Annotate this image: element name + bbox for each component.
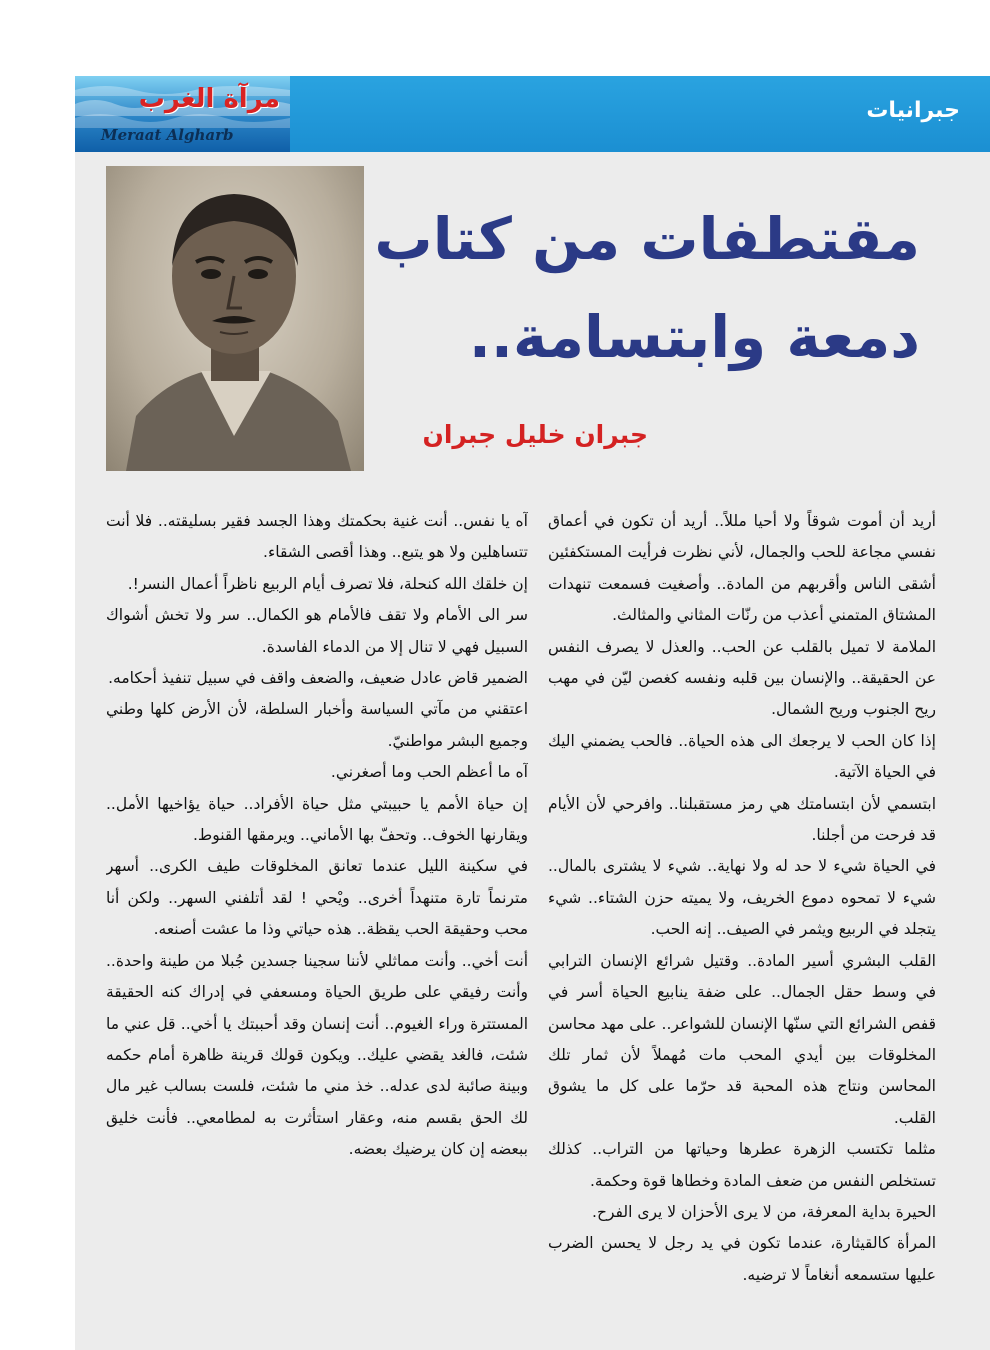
paragraph: سر الى الأمام ولا تقف فالأمام هو الكمال.. سر ولا تخش أشواك السبيل فهي لا تنال إلا من الدماء الفاسدة. [106, 606, 528, 656]
paragraph: اعتقني من مآتي السياسة وأخبار السلطة، لأن الأرض كلها وطني وجميع البشر مواطنيّ. [106, 700, 528, 750]
paragraph: آه يا نفس.. أنت غنية بحكمتك وهذا الجسد فقير بسليقته.. فلا أنت تتساهلين ولا هو يتبع.. وهذا أقصى الشقاء. [106, 512, 528, 562]
paragraph: في سكينة الليل عندما تعانق المخلوقات طيف الكرى.. أسهر مترنماً تارة متنهداً أخرى.. ويْحي ! لقد أتلفني السهر.. ولكن أنا محب وحقيقة الحب يقظة.. هذه حياتي وذا ما عشت أصنعه. [106, 857, 528, 939]
title-line-2: دمعة وابتسامة.. [468, 303, 920, 371]
author-photo [106, 166, 364, 471]
magazine-logo [75, 76, 290, 152]
paragraph: إذا كان الحب لا يرجعك الى هذه الحياة.. فالحب يضمني اليك في الحياة الآتية. [548, 731, 936, 782]
paragraph: القلب البشري أسير المادة.. وقتيل شرائع الإنسان الترابي في وسط حقل الجمال.. على ضفة ينابيع الحياة أسر في قفص الشرائع التي سنّها الإنسان للشواعر.. على مهد محاسن المخلوقات بين أيدي المحب مات مُهملاً لأن ثمار تلك المحاسن ونتاج هذه المحبة قد حرّما على كل ما يشوق القلب. [548, 951, 936, 1127]
article-title [374, 190, 920, 386]
paragraph: مثلما تكتسب الزهرة عطرها وحياتها من التراب.. كذلك تستخلص النفس من ضعف المادة وخطاها قوة وحكمة. [548, 1140, 936, 1190]
paragraph: أريد أن أموت شوقاً ولا أحيا مللاً.. أريد أن تكون في أعماق نفسي مجاعة للحب والجمال، لأني نظرت فرأيت المستكفئين أشقى الناس وأقربهم من المادة.. وأصغيت فسمعت تنهدات المشتاق المتمني أعذب من رنّات المثاني والمثالث. [548, 512, 936, 625]
title-line-1: مقتطفات من كتاب [374, 205, 920, 273]
right-text-column [548, 506, 936, 1336]
paragraph: في الحياة شيء لا حد له ولا نهاية.. شيء لا يشترى بالمال.. شيء لا تمحوه دموع الخريف، ولا يميته حزن الشتاء.. شيء يتجلد في الربيع ويثمر في الصيف.. إنه الحب. [548, 857, 936, 939]
paragraph: الضمير قاض عادل ضعيف، والضعف واقف في سبيل تنفيذ أحكامه. [108, 669, 528, 688]
paragraph: الحيرة بداية المعرفة، من لا يرى الأحزان لا يرى الفرح. [592, 1202, 936, 1221]
left-text-column [106, 506, 528, 1336]
author-name: جبران خليل جبران [422, 420, 648, 449]
paragraph: إن حياة الأمم يا حبيبتي مثل حياة الأفراد.. حياة يؤاخيها الأمل.. ويقارنها الخوف.. وتحفّ بها الأماني.. ويرمقها القنوط. [106, 794, 528, 845]
paragraph: المرأة كالقيثارة، عندما تكون في يد رجل لا يحسن الضرب عليها ستسمعه أنغاماً لا ترضيه. [548, 1234, 936, 1284]
paragraph: أنت أخي.. وأنت مماثلي لأننا سجينا جسدين جُبلا من طينة واحدة.. وأنت رفيقي على طريق الحياة ومسعفي في إدراك كنه الحقيقة المستترة وراء الغيوم.. أنت إنسان وقد أحببتك يا أخي.. قل عني ما شئت، فالغد يقضي عليك.. ويكون قولك قرينة ظاهرة أمام حكمه وبينة صائبة لدى عدله.. خذ مني ما شئت، فلست بسالب غير مال لك الحق بقسم منه، وعقار استأثرت به لمطامعي.. فأنت خليق ببعضه إن كان يرضيك بعضه. [106, 951, 528, 1159]
header-bar [75, 76, 990, 152]
paragraph: آه ما أعظم الحب وما أصغرني. [330, 763, 528, 782]
paragraph: ابتسمي لأن ابتسامتك هي رمز مستقبلنا.. وافرحي لأن الأيام قد فرحت من أجلنا. [548, 794, 936, 845]
author-portrait-icon [106, 166, 364, 471]
section-label: جبرانيات [866, 98, 960, 123]
paragraph: إن خلقك الله كنحلة، فلا تصرف أيام الربيع ناظراً أعمال النسر!. [127, 574, 528, 593]
logo-arabic-text: مرآة الغرب [138, 84, 280, 114]
paragraph: الملامة لا تميل بالقلب عن الحب.. والعذل لا يصرف النفس عن الحقيقة.. والإنسان بين قلبه ونفسه كغصن ليّن في مهب ريح الجنوب وريح الشمال. [548, 637, 936, 719]
logo-english-text: Meraat Algharb [101, 126, 234, 144]
